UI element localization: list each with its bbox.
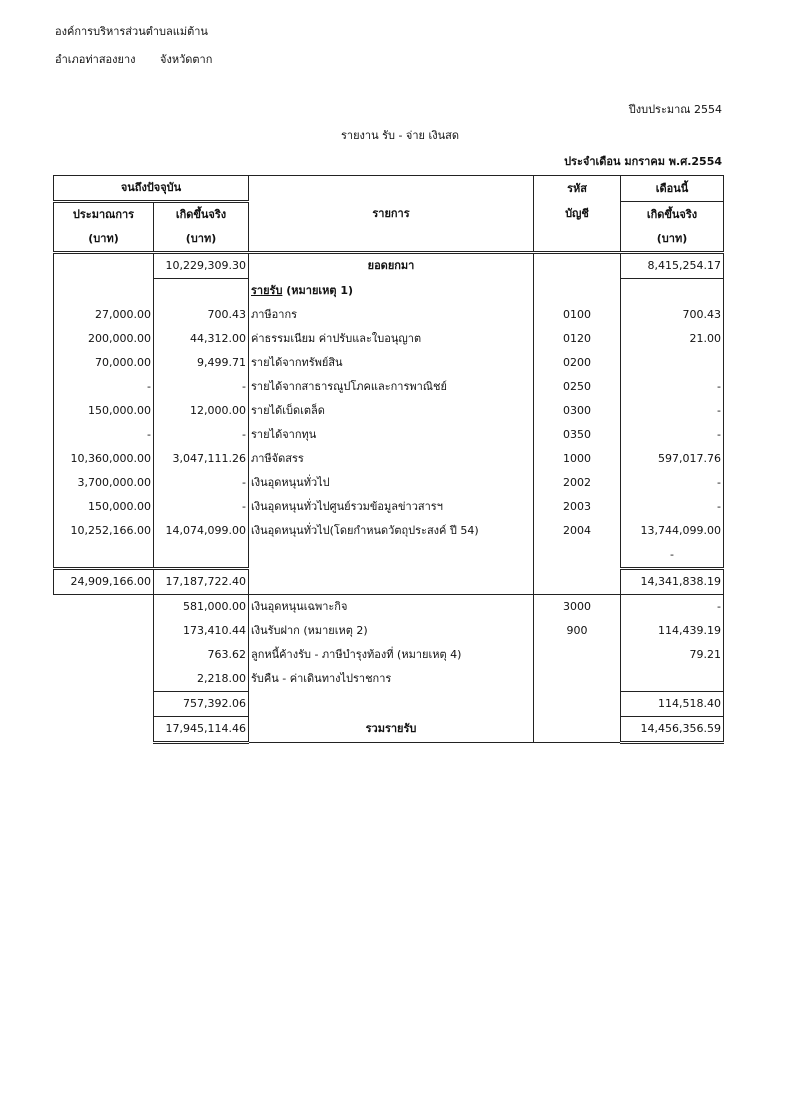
actual-value: - [154,375,249,399]
district-name: อำเภอท่าสองยาง [55,53,136,66]
org-name: องค์การบริหารส่วนตำบลแม่ต้าน [55,25,208,38]
item-label: เงินอุดหนุนเฉพาะกิจ [249,595,534,620]
income-heading: รายรับ [251,283,283,297]
month-value: - [621,495,724,519]
account-code [534,667,621,692]
grand-total-label: รวมรายรับ [249,717,534,743]
income-total-month: 14,341,838.19 [621,569,724,595]
income-total-budget: 24,909,166.00 [54,569,154,595]
income-row [54,471,724,495]
month-value: 114,439.19 [621,619,724,643]
month-value [621,667,724,692]
other-total-row [54,692,724,717]
item-label: เงินรับฝาก (หมายเหตุ 2) [249,619,534,643]
month-value: 700.43 [621,303,724,327]
actual-value: 14,074,099.00 [154,519,249,543]
budget-value: 70,000.00 [54,351,154,375]
account-code: 0350 [534,423,621,447]
income-heading-row [54,279,724,304]
budget-unit: (บาท) [54,227,154,253]
budget-value: - [54,375,154,399]
other-income-row [54,595,724,620]
header-row-1 [54,176,724,202]
actual-value: 9,499.71 [154,351,249,375]
income-row [54,303,724,327]
code-header-bottom: บัญชี [534,202,621,228]
item-label: รายได้จากทุน [249,423,534,447]
actual-value: - [154,471,249,495]
header-row-2 [54,202,724,228]
month-value: 13,744,099.00 [621,519,724,543]
budget-value: 3,700,000.00 [54,471,154,495]
fiscal-year: ปีงบประมาณ 2554 [628,103,722,116]
month-value [621,351,724,375]
budget-value: 200,000.00 [54,327,154,351]
income-heading-note: (หมายเหตุ 1) [282,283,354,297]
other-total-actual: 757,392.06 [154,692,249,717]
account-code: 2004 [534,519,621,543]
account-code [534,643,621,667]
item-label: เงินอุดหนุนทั่วไปศูนย์รวมข้อมูลข่าวสารฯ [249,495,534,519]
budget-value: 27,000.00 [54,303,154,327]
blank-mark: - [621,543,724,569]
income-total-actual: 17,187,722.40 [154,569,249,595]
actual-value: 173,410.44 [154,619,249,643]
actual-value: - [154,495,249,519]
cash-report-table [53,175,724,744]
other-income-row [54,619,724,643]
income-row [54,399,724,423]
income-row [54,447,724,471]
budget-value: 10,360,000.00 [54,447,154,471]
month-value: 597,017.76 [621,447,724,471]
account-code: 0250 [534,375,621,399]
grand-total-month: 14,456,356.59 [621,717,724,743]
account-code: 0120 [534,327,621,351]
item-label: รายได้จากทรัพย์สิน [249,351,534,375]
income-blank-row [54,543,724,569]
account-code: 0300 [534,399,621,423]
account-code: 2002 [534,471,621,495]
item-label: เงินอุดหนุนทั่วไป(โดยกำหนดวัตถุประสงค์ ปี 54) [249,519,534,543]
item-label: รับคืน - ค่าเดินทางไปราชการ [249,667,534,692]
item-label: ค่าธรรมเนียม ค่าปรับและใบอนุญาต [249,327,534,351]
actual-value: 44,312.00 [154,327,249,351]
header-row-3 [54,227,724,253]
report-title: รายงาน รับ - จ่าย เงินสด [340,129,460,142]
report-period: ประจำเดือน มกราคม พ.ศ.2554 [564,155,722,168]
month-value: 79.21 [621,643,724,667]
account-code: 3000 [534,595,621,620]
budget-value: 150,000.00 [54,495,154,519]
account-code: 2003 [534,495,621,519]
income-row [54,423,724,447]
other-income-row [54,667,724,692]
actual-value: 581,000.00 [154,595,249,620]
carry-forward-row [54,253,724,279]
grand-total-actual: 17,945,114.46 [154,717,249,743]
actual-value: 763.62 [154,643,249,667]
month-value: 21.00 [621,327,724,351]
account-code: 0100 [534,303,621,327]
month-actual-header: เกิดขึ้นจริง [621,202,724,228]
actual-header: เกิดขึ้นจริง [154,202,249,228]
month-value: - [621,471,724,495]
actual-value: 12,000.00 [154,399,249,423]
budget-value: - [54,423,154,447]
province-name: จังหวัดตาก [160,53,213,66]
month-value: - [621,423,724,447]
income-row [54,519,724,543]
account-code: 1000 [534,447,621,471]
account-code: 900 [534,619,621,643]
income-row [54,495,724,519]
item-label: รายได้จากสาธารณูปโภคและการพาณิชย์ [249,375,534,399]
budget-value: 10,252,166.00 [54,519,154,543]
carry-label: ยอดยกมา [249,253,534,279]
income-row [54,375,724,399]
carry-month: 8,415,254.17 [621,253,724,279]
actual-value: 2,218.00 [154,667,249,692]
item-label: ลูกหนี้ค้างรับ - ภาษีบำรุงท้องที่ (หมายเหตุ 4) [249,643,534,667]
item-label: รายได้เบ็ดเตล็ด [249,399,534,423]
actual-value: 700.43 [154,303,249,327]
account-code: 0200 [534,351,621,375]
income-total-row [54,569,724,595]
actual-value: - [154,423,249,447]
budget-value: 150,000.00 [54,399,154,423]
item-label: เงินอุดหนุนทั่วไป [249,471,534,495]
to-date-header: จนถึงปัจจุบัน [54,176,249,202]
other-total-month: 114,518.40 [621,692,724,717]
month-value: - [621,375,724,399]
month-value: - [621,399,724,423]
month-header-top: เดือนนี้ [621,176,724,202]
actual-value: 3,047,111.26 [154,447,249,471]
code-header-top: รหัส [534,176,621,202]
other-income-row [54,643,724,667]
item-label: ภาษีจัดสรร [249,447,534,471]
item-header: รายการ [249,202,534,228]
income-row [54,327,724,351]
budget-header: ประมาณการ [54,202,154,228]
carry-actual: 10,229,309.30 [154,253,249,279]
grand-total-row [54,717,724,743]
item-label: ภาษีอากร [249,303,534,327]
month-unit: (บาท) [621,227,724,253]
month-value: - [621,595,724,620]
actual-unit: (บาท) [154,227,249,253]
income-row [54,351,724,375]
